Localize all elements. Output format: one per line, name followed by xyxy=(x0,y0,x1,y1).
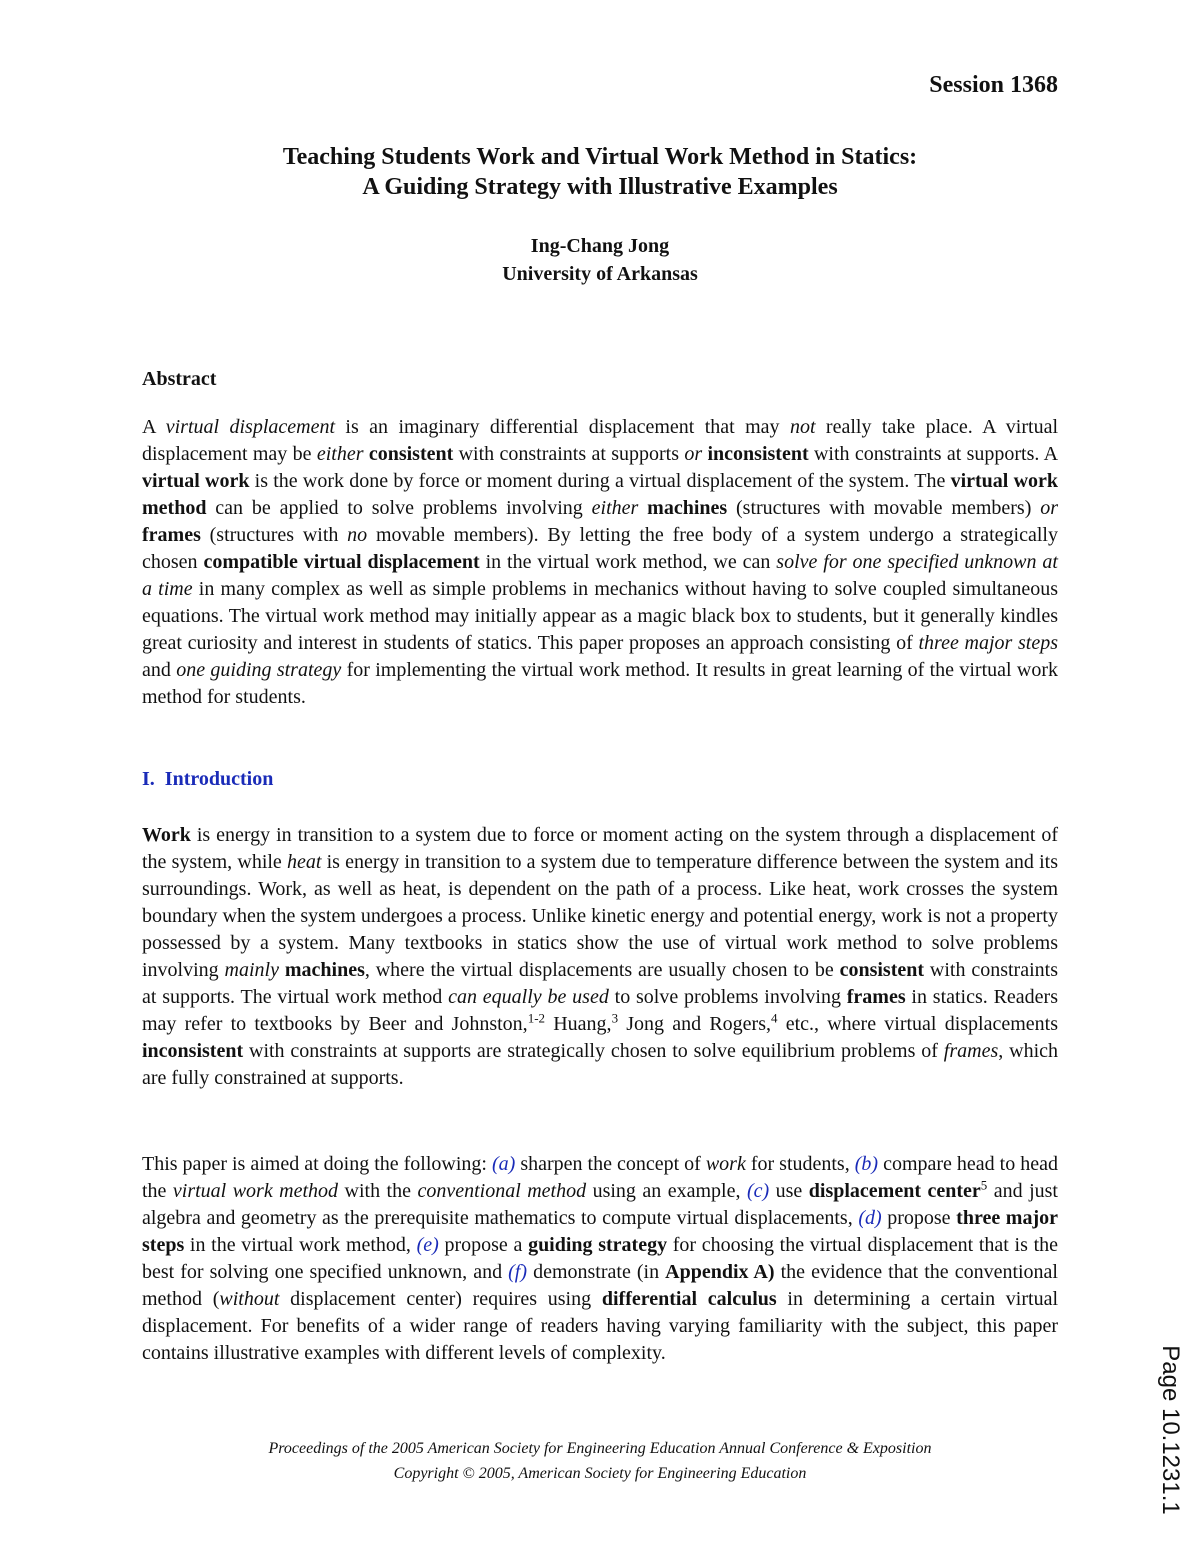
citation-1-2[interactable]: 1-2 xyxy=(527,1010,546,1026)
list-marker-d: (d) xyxy=(858,1207,882,1229)
session-number: Session 1368 xyxy=(929,72,1058,98)
footer-proceedings-line: Proceedings of the 2005 American Society for Engineering Education Annual Conference & Exposition xyxy=(268,1440,932,1457)
abstract-paragraph: A virtual displacement is an imaginary differential displacement that may not really take place. A virtual displacement may be either consistent with constraints at supports or inconsistent with constraints at supports. A virtual work is the work done by force or moment during a virtual displacement of the system. The virtual work method can be applied to solve problems involving either machines (structures with movable members) or frames (structures with no movable members). By letting the free body of a system undergo a strategically chosen compatible virtual displacement in the virtual work method, we can solve for one specified unknown at a time in many complex as well as simple problems in mechanics without having to solve coupled simultaneous equations. The virtual work method may initially appear as a magic black box to students, but it generally kindles great curiosity and interest in students of statics. This paper proposes an approach consisting of three major steps and one guiding strategy for implementing the virtual work method. It results in great learning of the virtual work method for students. xyxy=(142,416,1059,708)
footer-copyright-line: Copyright © 2005, American Society for Engineering Education xyxy=(393,1465,807,1482)
citation-4[interactable]: 4 xyxy=(771,1010,778,1026)
citation-5[interactable]: 5 xyxy=(980,1177,988,1193)
section-number: I. xyxy=(142,768,155,790)
list-marker-f: (f) xyxy=(508,1261,528,1283)
list-marker-c: (c) xyxy=(746,1180,770,1202)
title-line-2: A Guiding Strategy with Illustrative Examples xyxy=(362,174,838,200)
section-title: Introduction xyxy=(164,768,274,790)
citation-3[interactable]: 3 xyxy=(611,1010,619,1026)
title-line-1: Teaching Students Work and Virtual Work Method in Statics: xyxy=(282,144,918,170)
proceedings-footer xyxy=(142,1436,1058,1486)
list-marker-b: (b) xyxy=(854,1153,879,1175)
author-block xyxy=(142,232,1058,288)
author-name: Ing-Chang Jong xyxy=(530,235,670,257)
introduction-heading xyxy=(142,768,273,791)
paper-title xyxy=(142,142,1058,202)
page-number-text: Page 10.1231.1 xyxy=(1157,1345,1184,1515)
abstract-heading: Abstract xyxy=(142,368,217,390)
list-marker-e: (e) xyxy=(416,1234,439,1256)
introduction-paragraph-1: Work is energy in transition to a system due to force or moment acting on the system through a displacement of the system, while heat is energy in transition to a system due to temperature difference between the system and its surroundings. Work, as well as heat, is dependent on the path of a process. Like heat, work crosses the system boundary when the system undergoes a process. Unlike kinetic energy and potential energy, work is not a property possessed by a system. Many textbooks in statics show the use of virtual work method to solve problems involving mainly machines, where the virtual displacements are usually chosen to be consistent with constraints at supports. The virtual work method can equally be used to solve problems involving frames in statics. Readers may refer to textbooks by Beer and Johnston,$^{1-2}$ Huang,$^3$ Jong and Rogers,$^4$ etc., where virtual displacements inconsistent with constraints at supports are strategically chosen to solve equilibrium problems of frames, which are fully constrained at supports. xyxy=(142,824,1059,1089)
list-marker-a: (a) xyxy=(491,1153,516,1175)
page-number-stamp xyxy=(1150,1335,1190,1525)
author-affiliation: University of Arkansas xyxy=(502,263,698,285)
introduction-paragraph-2: This paper is aimed at doing the following: (a) sharpen the concept of work for students, (b) compare head to head the virtual work method with the conventional method using an example, (c) use displacement center$^5$ and just algebra and geometry as the prerequisite mathematics to compute virtual displacements, (d) propose three major steps in the virtual work method, (e) propose a guiding strategy for choosing the virtual displacement that is the best for solving one specified unknown, and (f) demonstrate (in Appendix A) the evidence that the conventional method (without displacement center) requires using differential calculus in determining a certain virtual displacement. For benefits of a wider range of readers having varying familiarity with the subject, this paper contains illustrative examples with different levels of complexity. xyxy=(142,1153,1059,1364)
